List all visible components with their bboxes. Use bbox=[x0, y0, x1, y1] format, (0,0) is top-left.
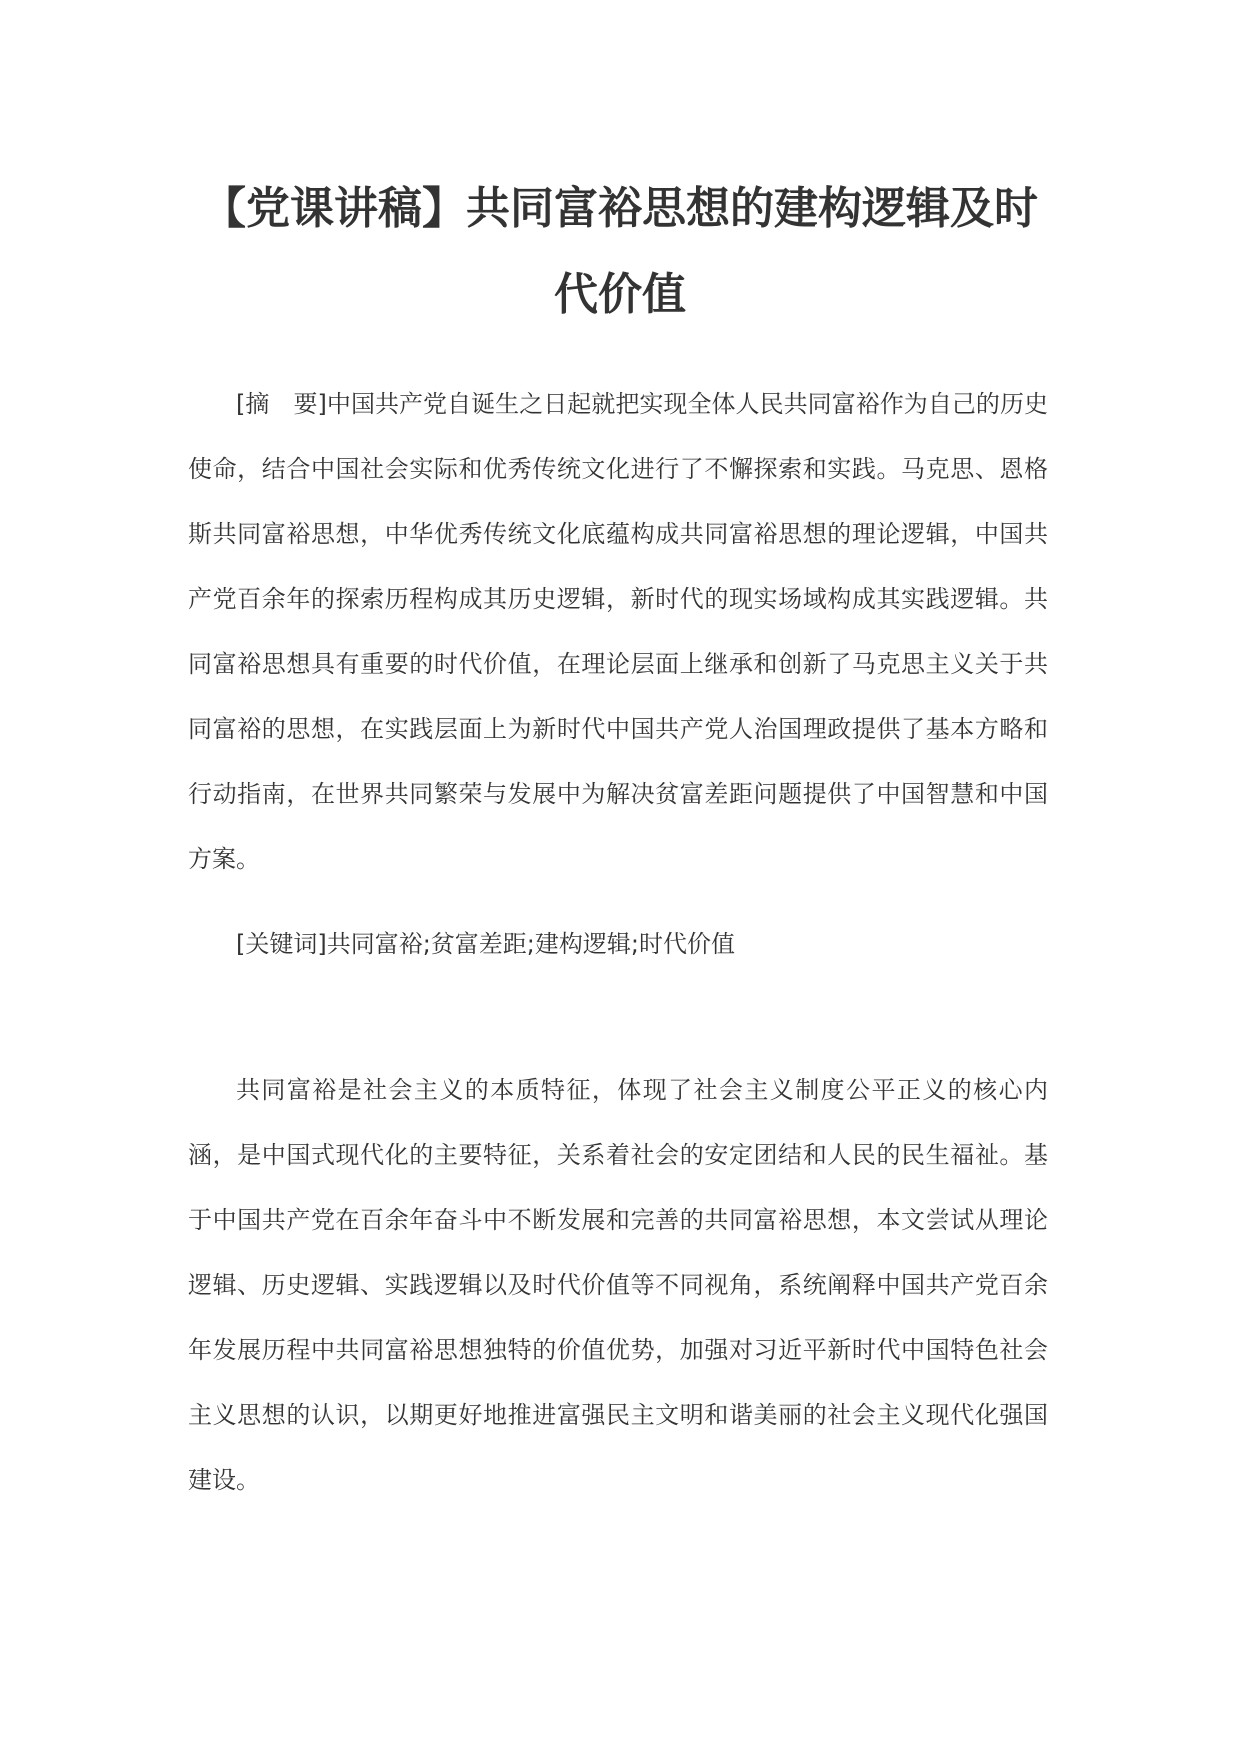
keywords-paragraph: [关键词]共同富裕;贫富差距;建构逻辑;时代价值 bbox=[236, 930, 735, 958]
document-title: 【党课讲稿】共同富裕思想的建构逻辑及时代价值 bbox=[202, 183, 1038, 320]
intro-paragraph: 共同富裕是社会主义的本质特征，体现了社会主义制度公平正义的核心内涵，是中国式现代化的主要特征，关系着社会的安定团结和人民的民生福祉。基于中国共产党在百余年奋斗中不断发展和完善的共同富裕思想，本文尝试从理论逻辑、历史逻辑、实践逻辑以及时代价值等不同视角，系统阐释中国共产党百余年发展历程中共同富裕思想独特的价值优势，加强对习近平新时代中国特色社会主义思想的认识，以期更好地推进富强民主文明和谐美丽的社会主义现代化强国建设。 bbox=[188, 1076, 1048, 1494]
abstract-paragraph: [摘 要]中国共产党自诞生之日起就把实现全体人民共同富裕作为自己的历史使命，结合中国社会实际和优秀传统文化进行了不懈探索和实践。马克思、恩格斯共同富裕思想，中华优秀传统文化底蕴构成共同富裕思想的理论逻辑，中国共产党百余年的探索历程构成其历史逻辑，新时代的现实场域构成其实践逻辑。共同富裕思想具有重要的时代价值，在理论层面上继承和创新了马克思主义关于共同富裕的思想，在实践层面上为新时代中国共产党人治国理政提供了基本方略和行动指南，在世界共同繁荣与发展中为解决贫富差距问题提供了中国智慧和中国方案。 bbox=[188, 390, 1048, 873]
